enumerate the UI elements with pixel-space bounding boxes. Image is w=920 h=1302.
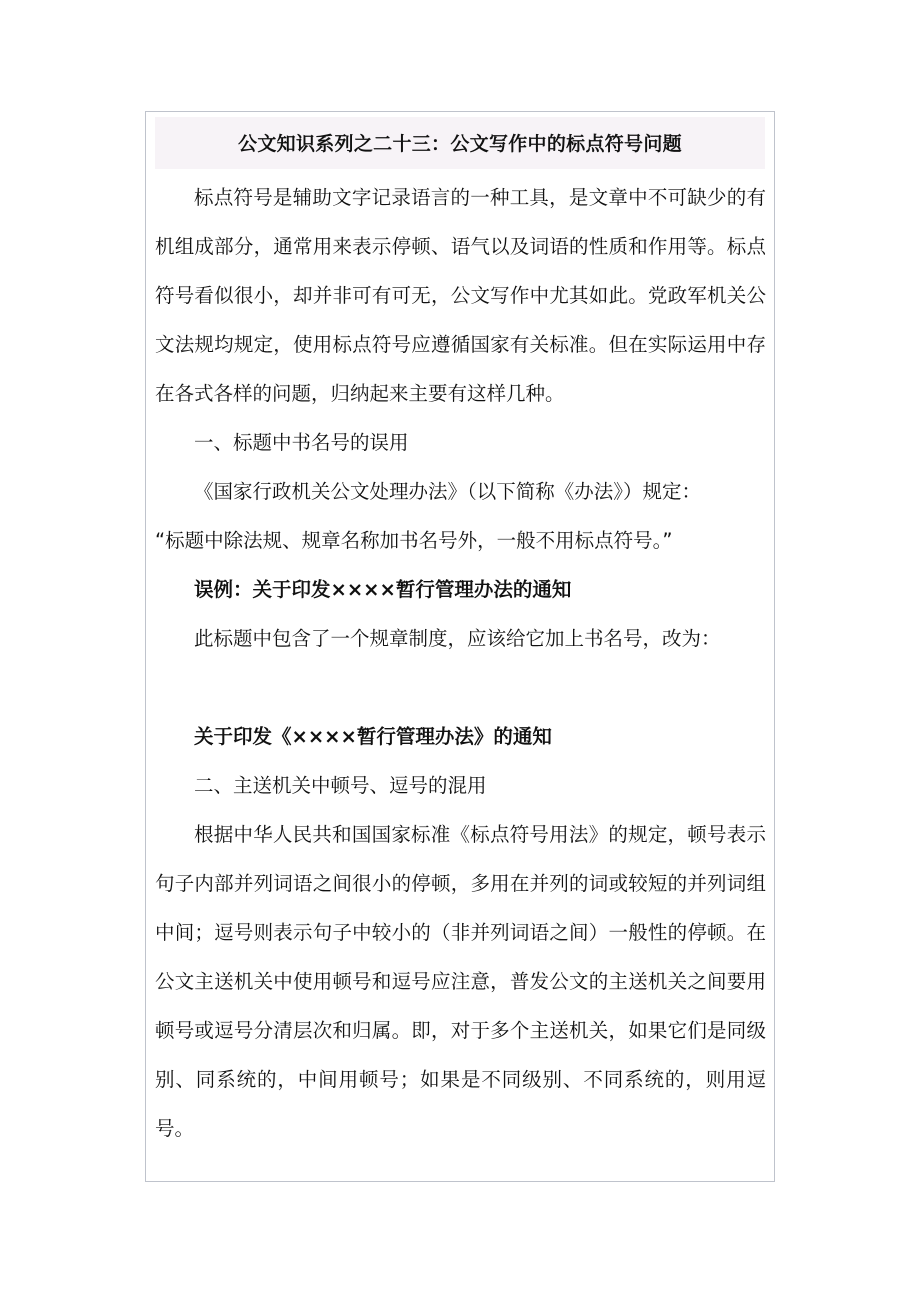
title-band [155, 117, 765, 169]
document-frame [145, 111, 775, 1182]
document-body [155, 173, 766, 1153]
wrong-example: 误例：关于印发××××暂行管理办法的通知 [194, 578, 572, 601]
section1-rule-line1: 《国家行政机关公文处理办法》（以下简称《办法》）规定： [194, 480, 702, 503]
section1-explanation: 此标题中包含了一个规章制度，应该给它加上书名号，改为： [194, 627, 721, 650]
section2-body: 根据中华人民共和国国家标准《标点符号用法》的规定，顿号表示句子内部并列词语之间很小的停顿，多用在并列的词或较短的并列词组中间；逗号则表示句子中较小的（非并列词语之间）一般性的停顿。在公文主送机关中使用顿号和逗号应注意，普发公文的主送机关之间要用顿号或逗号分清层次和归属。即，对于多个主送机关，如果它们是同级别、同系统的，中间用顿号；如果是不同级别、不同系统的，则用逗号。 [155, 823, 766, 1140]
intro-paragraph: 标点符号是辅助文字记录语言的一种工具，是文章中不可缺少的有机组成部分，通常用来表示停顿、语气以及词语的性质和作用等。标点符号看似很小，却并非可有可无，公文写作中尤其如此。党政军机关公文法规均规定，使用标点符号应遵循国家有关标准。但在实际运用中存在各式各样的问题，归纳起来主要有这样几种。 [155, 186, 766, 405]
section2-heading: 二、主送机关中顿号、逗号的混用 [194, 774, 487, 797]
blank-line [155, 663, 766, 712]
corrected-title: 关于印发《××××暂行管理办法》的通知 [194, 725, 552, 748]
section1-rule-line2: “标题中除法规、规章名称加书名号外，一般不用标点符号。” [155, 529, 673, 552]
section1-heading: 一、标题中书名号的误用 [194, 431, 409, 454]
document-title: 公文知识系列之二十三：公文写作中的标点符号问题 [238, 133, 682, 155]
